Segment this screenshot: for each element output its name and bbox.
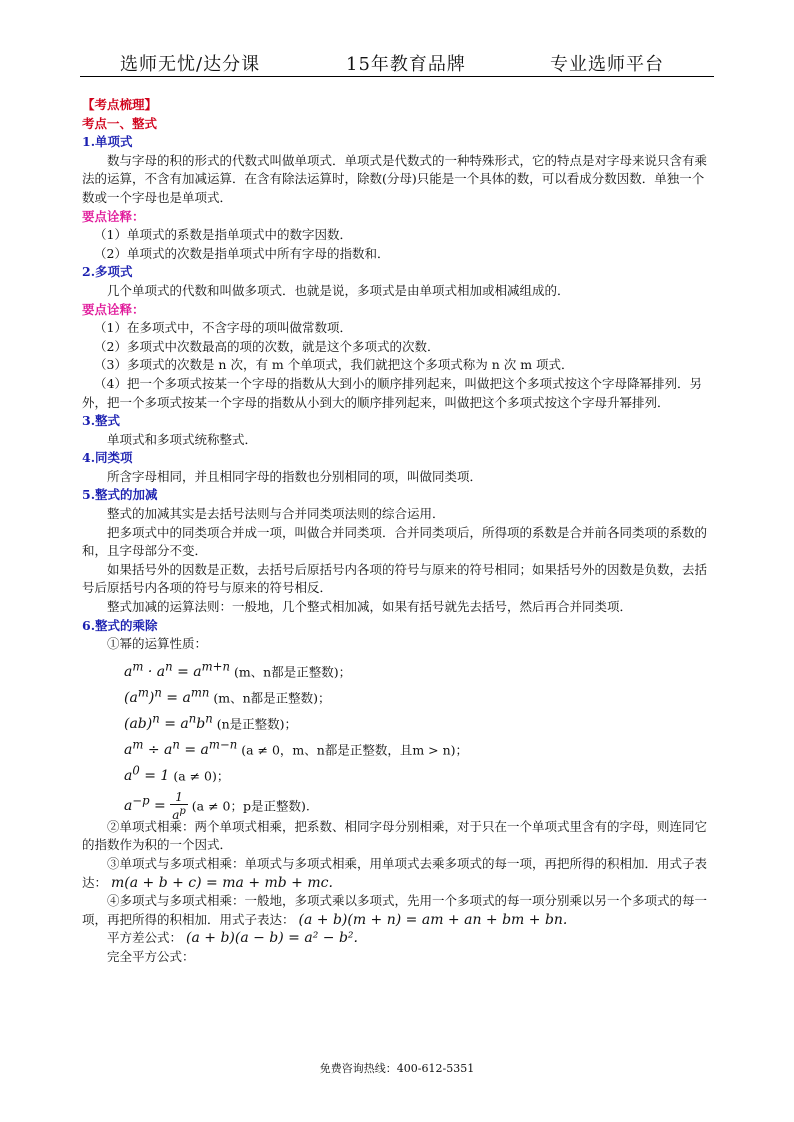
page-header <box>80 48 714 77</box>
heading-like-terms: 4.同类项 <box>82 450 133 466</box>
fraction: $\frac{1}{a^p}$ <box>172 790 186 823</box>
rule-text: ④多项式与多项式相乘：一般地，多项式乘以多项式，先用一个多项式的每一项分别乘以另一个多项式的每一项，再把所得的积相加．用式子表达： <box>82 893 708 927</box>
heading-polynomial: 2.多项式 <box>82 264 133 280</box>
monomial-multiplication: ②单项式相乘：两个单项式相乘，把系数、相同字母分别相乘，对于只在一个单项式里含有的字母，则连同它的指数作为积的一个因式． <box>82 818 708 853</box>
header-right: 专业选师平台 <box>550 54 664 75</box>
monomial-poly-multiplication <box>82 855 714 892</box>
note-item: （2）单项式的次数是指单项式中所有字母的指数和． <box>94 245 390 261</box>
addition-paragraph: 把多项式中的同类项合并成一项，叫做合并同类项．合并同类项后，所得项的系数是合并前各同类项的系数的和，且字母部分不变． <box>82 524 708 559</box>
formula: (a + b)(m + n) = am + an + bm + bn. <box>298 911 568 928</box>
note-item: （1）在多项式中，不含字母的项叫做常数项． <box>94 320 352 336</box>
header-center: 15年教育品牌 <box>346 54 466 75</box>
poly-poly-multiplication <box>82 892 714 929</box>
heading-monomial: 1.单项式 <box>82 134 133 150</box>
formula-power-quotient: $a^m \div a^n = a^{m-n}$ (a ≠ 0，m、n都是正整数，且m > n)； <box>124 737 469 759</box>
formula-condition: (m、n都是正整数)； <box>233 664 352 680</box>
header-left: 选师无忧/达分课 <box>120 54 261 75</box>
formula-zero-power: $a^0 = 1$ (a ≠ 0)； <box>124 763 230 785</box>
page-footer: 免费咨询热线：400-612-5351 <box>319 1062 475 1075</box>
formula-condition: (a ≠ 0)； <box>173 768 230 784</box>
formula-power-of-power: $(a^m)^n = a^{mn}$ (m、n都是正整数)； <box>124 685 331 707</box>
formula-power-product: $a^m \cdot a^n = a^{m+n}$ (m、n都是正整数)； <box>124 659 352 681</box>
note-item: （3）多项式的次数是 n 次，有 m 个单项式，我们就把这个多项式称为 n 次 m 项式． <box>94 357 574 373</box>
note-item: （4）把一个多项式按某一个字母的指数从大到小的顺序排列起来，叫做把这个多项式按这个字母降幂排列．另外，把一个多项式按某一个字母的指数从小到大的顺序排列起来，叫做把这个多项式按这个字母升幂排列． <box>82 375 702 410</box>
formula-power-of-product: $(ab)^n = a^nb^n$ (n是正整数)； <box>124 711 298 733</box>
monomial-text: 数与字母的积的形式的代数式叫做单项式．单项式是代数式的一种特殊形式，它的特点是对字母来说只含有乘法的运算，不含有加减运算．在含有除法运算时，除数(分母)只能是一个具体的数，可以看成分数因数．单独一个数或一个字母也是单项式． <box>82 152 708 205</box>
note-item: （2）多项式中次数最高的项的次数，就是这个多项式的次数． <box>94 338 440 354</box>
addition-paragraph: 整式加减的运算法则：一般地，几个整式相加减，如果有括号就先去括号，然后再合并同类项． <box>107 599 633 615</box>
difference-of-squares <box>82 929 714 948</box>
notes-title: 要点诠释： <box>82 301 145 317</box>
formula-condition: (a ≠ 0，m、n都是正整数，且m > n)； <box>241 742 469 758</box>
power-rules-label: ①幂的运算性质： <box>107 636 208 652</box>
formula-condition: (n是正整数)； <box>216 716 298 732</box>
like-terms-text: 所含字母相同，并且相同字母的指数也分别相同的项，叫做同类项． <box>107 468 483 484</box>
formula: (a + b)(a − b) = a² − b². <box>186 930 358 947</box>
heading-integral-expression: 3.整式 <box>82 413 121 429</box>
heading-addition: 5.整式的加减 <box>82 487 158 503</box>
integral-expression-text: 单项式和多项式统称整式． <box>107 431 258 447</box>
document-body <box>82 96 714 967</box>
formula-condition: (m、n都是正整数)； <box>213 690 331 706</box>
formula-negative-power: $a^{-p}$ = $\frac{1}{a^p}$ (a ≠ 0；p是正整数). <box>124 790 310 823</box>
addition-paragraph: 如果括号外的因数是正数，去括号后原括号内各项的符号与原来的符号相同；如果括号外的因数是负数，去括号后原括号内各项的符号与原来的符号相反． <box>82 561 708 596</box>
rule-text: ③单项式与多项式相乘：单项式与多项式相乘，用单项式去乘多项式的每一项，再把所得的积相加．用式子表达： <box>82 856 708 890</box>
heading-multiplication: 6.整式的乘除 <box>82 617 158 633</box>
polynomial-text: 几个单项式的代数和叫做多项式．也就是说，多项式是由单项式相加或相减组成的． <box>107 282 570 298</box>
notes-title: 要点诠释： <box>82 208 145 224</box>
formula-condition: (a ≠ 0；p是正整数). <box>191 798 310 814</box>
section-title: 【考点梳理】 <box>82 97 158 112</box>
perfect-square-label: 完全平方公式： <box>107 948 195 964</box>
formula-label: 平方差公式： <box>107 930 183 946</box>
formula: m(a + b + c) = ma + mb + mc. <box>111 874 333 891</box>
note-item: （1）单项式的系数是指单项式中的数字因数． <box>94 227 352 243</box>
point-title: 考点一、整式 <box>82 115 158 131</box>
addition-paragraph: 整式的加减其实是去括号法则与合并同类项法则的综合运用． <box>107 506 445 522</box>
